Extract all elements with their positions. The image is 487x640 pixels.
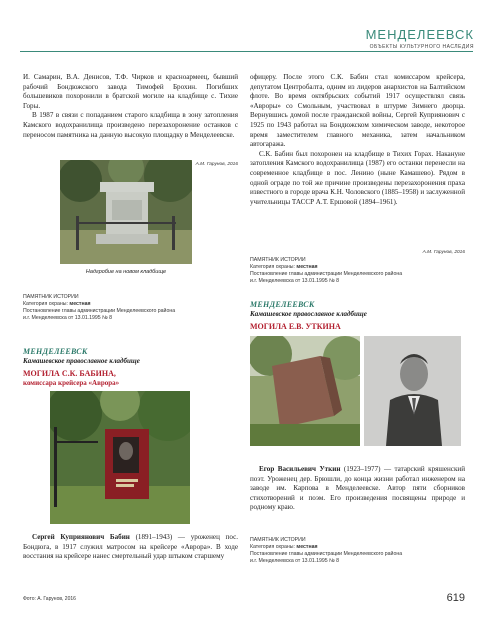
right-paragraph-1: офицеру. После этого С.К. Бабин стал комиссаром крейсера, депутатом Центробалта, одним из лидеров анархистов на Балтийском флоте. Во время октябрьских событий 1917 осуществлял связь «Авроры» со Смольным, участвовал в штурме Зимнего дворца. Вернувшись домой после гражданской войны, Сергей Куприянович с 1925 по 1943 работал на Бондюжском химическом заводе, некоторое время заместителем главного механика, затем начальником автогаража. <box>250 73 465 149</box>
right-intro-text <box>250 73 465 207</box>
right-signature: А.М. Гарунов, 2016 <box>422 250 465 255</box>
left-cemetery-label: Камашевское православное кладбище <box>23 357 140 365</box>
left-bottom-text <box>23 533 238 562</box>
page-number: 619 <box>446 592 465 604</box>
category-label: Категория охраны: <box>23 301 68 307</box>
utkin-grave-illustration <box>250 336 360 446</box>
right-heritage-info-2 <box>250 537 465 565</box>
babin-grave-illustration <box>50 391 190 524</box>
right-cemetery-label: Камашевское православное кладбище <box>250 310 367 318</box>
heritage-decree: Постановление главы администрации Менделеевского района <box>250 551 403 557</box>
right-city-label: МЕНДЕЛЕЕВСК <box>250 300 315 309</box>
category-label: Категория охраны: <box>250 264 295 270</box>
heritage-decree-date: и.г. Менделеевска от 13.01.1995 № 8 <box>23 315 113 321</box>
right-grave-title: МОГИЛА Е.В. УТКИНА <box>250 322 341 331</box>
photo-babin-grave <box>50 391 190 524</box>
left-intro-text <box>23 73 238 140</box>
right-paragraph-2: С.К. Бабин был похоронен на кладбище в Тихих Горах. Накануне затопления Камского водохранилища (1987) его останки перенесли на современное кладбище в пос. Ленино (ныне Камашево). Рядом в одной ограде по той же причине произведены перезахоронения праха известного в городе врача К.Н. Чоловского (1885–1958) и заслуженной учительницы ТАССР А.Т. Ершовой (1894–1961). <box>250 149 465 206</box>
heritage-category <box>250 544 465 551</box>
right-bottom-text <box>250 465 465 513</box>
left-paragraph-2: В 1987 в связи с попаданием старого кладбища в зону затопления Камского водохранилища произведено перезахоронение останков с переносом памятника на данную высокую площадку в Менделеевске. <box>23 111 238 139</box>
heritage-heading: ПАМЯТНИК ИСТОРИИ <box>250 537 306 543</box>
section-subtitle: ОБЪЕКТЫ КУЛЬТУРНОГО НАСЛЕДИЯ <box>369 44 474 50</box>
heritage-category <box>23 301 238 308</box>
left-city-label: МЕНДЕЛЕЕВСК <box>23 347 88 356</box>
heritage-heading: ПАМЯТНИК ИСТОРИИ <box>250 257 306 263</box>
heritage-category <box>250 264 465 271</box>
left-grave-subtitle: комиссара крейсера «Аврора» <box>23 379 120 387</box>
category-value: местная <box>296 264 318 270</box>
heritage-decree-date: и.г. Менделеевска от 13.01.1995 № 8 <box>250 278 340 284</box>
utkin-biography: (1923–1977) — татарский кряшенский поэт. Уроженец дер. Брюшли, до конца жизни работал инженером на заводе им. Карпова в Менделеевске. Автор пяти сборников стихотворений и поэм. Его произведения посвящены природе и родному краю. <box>250 465 465 512</box>
left-grave-title: МОГИЛА С.К. БАБИНА, <box>23 369 116 378</box>
photo-credit: Фото: А. Гарунов, 2016 <box>23 596 76 602</box>
left-heritage-info <box>23 294 238 322</box>
heritage-decree-date: и.г. Менделеевска от 13.01.1995 № 8 <box>250 558 340 564</box>
left-signature: А.М. Гарунов, 2016 <box>195 162 238 167</box>
section-title: МЕНДЕЛЕЕВСК <box>365 27 474 42</box>
photo-old-monument <box>60 160 192 264</box>
monument-illustration <box>60 160 192 264</box>
photo-utkin-grave <box>250 336 360 446</box>
babin-name: Сергей Куприянович Бабин <box>32 533 130 541</box>
photo-utkin-portrait <box>364 336 461 446</box>
category-label: Категория охраны: <box>250 544 295 550</box>
left-paragraph-1: И. Самарин, В.А. Денисов, Т.Ф. Чирков и красноармеец, бывший рабочий Бондюжского завода Тимофей Брохин. Погибших большевиков похоронили в братской могиле на кладбище с. Тихие Горы. <box>23 73 238 110</box>
heritage-heading: ПАМЯТНИК ИСТОРИИ <box>23 294 79 300</box>
header-divider <box>20 51 473 52</box>
babin-biography: (1891–1943) — уроженец пос. Бондюга, в 1917 служил матросом на крейсере «Аврора». В ходе восстания на крейсере нанес смертельный удар штыком старшему <box>23 533 238 561</box>
heritage-decree: Постановление главы администрации Менделеевского района <box>250 271 403 277</box>
photo-old-monument-caption: Надгробие на новом кладбище <box>85 269 167 275</box>
heritage-decree: Постановление главы администрации Менделеевского района <box>23 308 176 314</box>
utkin-portrait-illustration <box>364 336 461 446</box>
category-value: местная <box>296 544 318 550</box>
utkin-name: Егор Васильевич Уткин <box>259 465 341 473</box>
right-heritage-info-1 <box>250 257 465 285</box>
category-value: местная <box>69 301 91 307</box>
